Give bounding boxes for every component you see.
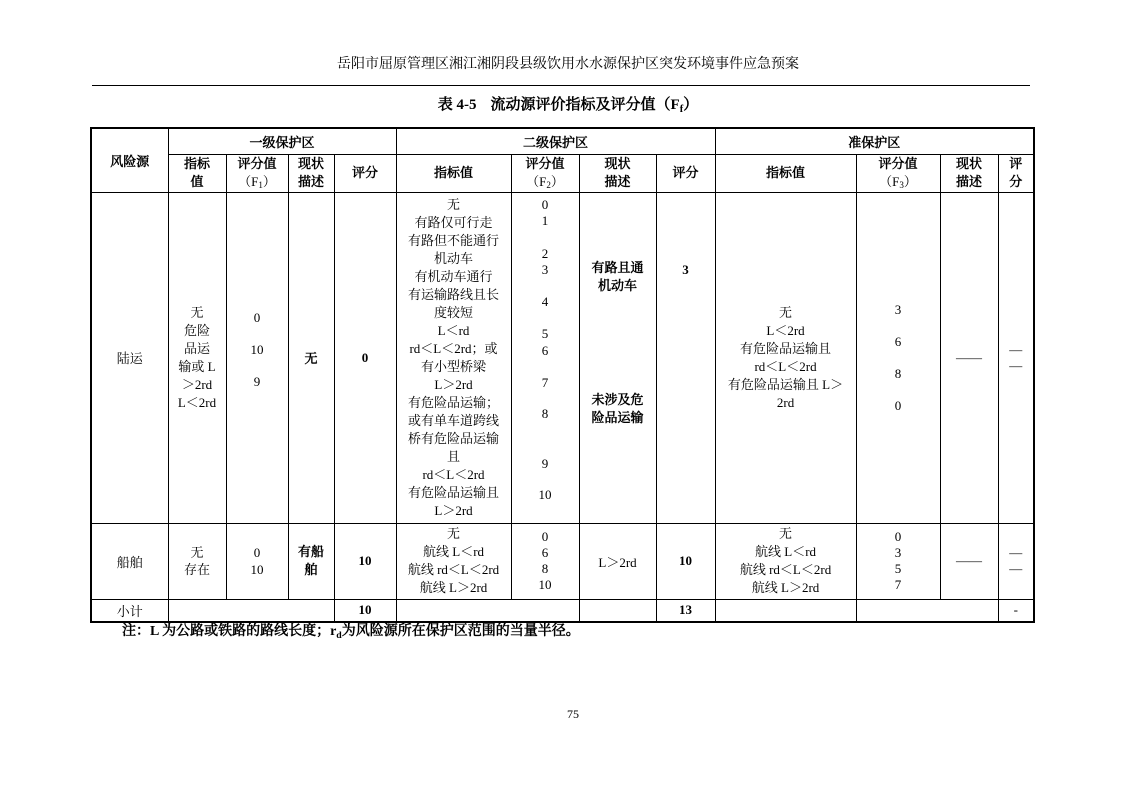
ship-zone3-status: —— xyxy=(940,523,998,599)
score-symbol xyxy=(512,173,579,192)
score-value-line: 0 xyxy=(894,529,902,544)
table-row-ship xyxy=(91,523,1034,599)
zone1-status-header xyxy=(288,154,334,192)
dash-line: — xyxy=(1009,341,1023,357)
ship-zone1-status xyxy=(288,523,334,599)
zone3-indicator-header xyxy=(715,154,856,192)
indicator-line: ＞2rd xyxy=(181,376,213,392)
ship-zone3-indicator xyxy=(715,523,856,599)
header-rule xyxy=(92,85,1030,86)
zone3-header: 准保护区 xyxy=(715,128,1034,154)
symbol-close: ） xyxy=(262,173,276,189)
symbol-close: ） xyxy=(903,173,917,189)
empty-cell xyxy=(396,599,579,622)
indicator-line: rd＜L＜2rd；或 xyxy=(409,340,498,356)
indicator-line: L＞2rd xyxy=(434,376,473,392)
score-value-line: 4 xyxy=(541,293,549,309)
indicator-line: 航线 L＜rd xyxy=(755,544,817,559)
indicator-line: 航线 rd＜L＜2rd xyxy=(739,562,832,577)
indicator-line: 有危险品运输且 xyxy=(740,340,832,356)
ship-zone1-indicator xyxy=(168,523,226,599)
table-title: 流动源评价指标及评分值（F xyxy=(490,97,680,113)
indicator-line: L＜2rd xyxy=(177,394,217,410)
dash-line: — xyxy=(1009,561,1023,576)
score-value-line: 3 xyxy=(894,301,902,317)
land-zone2-score-box xyxy=(657,193,715,523)
score-value-line: 10 xyxy=(538,486,552,502)
land-zone1-status: 无 xyxy=(288,192,334,523)
header-text-line: 指标值 xyxy=(766,165,806,180)
zone2-indicator-header xyxy=(396,154,511,192)
score-value-line: 8 xyxy=(541,561,549,576)
indicator-line: 航线 L＞2rd xyxy=(419,580,488,595)
empty-cell xyxy=(579,599,656,622)
ship-source-cell: 船舶 xyxy=(91,523,168,599)
empty-cell xyxy=(856,599,998,622)
score-value-line: 5 xyxy=(894,561,902,576)
table-row-land xyxy=(91,192,1034,523)
subtotal-zone1-score: 10 xyxy=(334,599,396,622)
header-text-line: 值 xyxy=(190,174,204,189)
indicator-line: 无 xyxy=(447,196,461,212)
symbol-open: （F xyxy=(526,173,547,189)
zone2-status-header xyxy=(579,154,656,192)
score-value-line: 6 xyxy=(541,342,549,358)
score-value-label: 评分值 xyxy=(237,155,277,171)
symbol-subscript: 3 xyxy=(899,180,904,191)
score-value-line: 0 xyxy=(541,196,549,212)
score-value-label: 评分值 xyxy=(878,155,918,171)
title-subscript: f xyxy=(679,104,684,116)
ship-zone3-score xyxy=(998,523,1034,599)
empty-cell xyxy=(715,599,856,622)
ship-zone2-status: L＞2rd xyxy=(579,523,656,599)
indicator-line: 航线 L＞2rd xyxy=(751,580,820,595)
score-value-line: 10 xyxy=(250,562,264,577)
status-line: 机动车 xyxy=(598,277,638,293)
status-line: 险品运输 xyxy=(591,409,644,425)
header-text-line: 现状 xyxy=(604,156,631,171)
header-text-line: 指标 xyxy=(183,156,210,171)
score-value-line: 3 xyxy=(894,545,902,560)
ship-zone1-score: 10 xyxy=(334,523,396,599)
indicator-line: 无 xyxy=(190,545,204,560)
ship-zone3-score-values xyxy=(856,523,940,599)
empty-cell xyxy=(168,599,334,622)
score-value-line: 7 xyxy=(894,577,902,592)
score-value-line: 8 xyxy=(541,405,549,421)
header-text-line: 描述 xyxy=(956,174,983,189)
status-line: 有船 xyxy=(297,544,324,559)
symbol-open: （F xyxy=(879,173,900,189)
land-zone2-score-cell xyxy=(656,192,715,523)
score-value-line: 9 xyxy=(253,374,261,389)
evaluation-table xyxy=(90,127,1035,623)
score-value-line: 0 xyxy=(253,310,261,325)
table-note xyxy=(122,623,580,642)
score-value-line: 1 xyxy=(541,212,549,228)
score-value-line: 0 xyxy=(253,545,261,560)
header-text-line: 评 xyxy=(1009,156,1023,171)
score-value-line: 0 xyxy=(894,397,902,413)
symbol-subscript: 2 xyxy=(546,180,551,191)
score-value-label: 评分值 xyxy=(525,155,565,171)
indicator-line: 航线 L＜rd xyxy=(423,544,485,559)
land-zone1-indicator xyxy=(168,192,226,523)
header-text-line: 评分 xyxy=(672,165,699,180)
land-zone3-status: —— xyxy=(940,192,998,523)
indicator-line: 无 xyxy=(190,304,204,320)
header-text-line: 描述 xyxy=(297,174,324,189)
ship-zone2-score-values xyxy=(511,523,579,599)
score-value-line: 10 xyxy=(538,577,552,592)
note-subscript: d xyxy=(336,629,342,641)
score-symbol xyxy=(857,173,940,192)
zone3-score-header xyxy=(998,154,1034,192)
risk-source-header: 风险源 xyxy=(91,128,168,192)
land-zone2-score-values xyxy=(512,193,579,523)
score-value-line: 6 xyxy=(541,545,549,560)
indicator-line: 有小型桥梁 xyxy=(421,358,487,374)
symbol-subscript: 1 xyxy=(258,180,263,191)
indicator-line: 桥有危险品运输 xyxy=(408,430,500,446)
land-zone2-score-values-cell xyxy=(511,192,579,523)
land-zone2-status xyxy=(580,193,656,523)
status-group-vehicle xyxy=(580,259,656,295)
indicator-line: 有危险品运输； xyxy=(408,394,500,410)
indicator-line: 度较短 xyxy=(434,304,474,320)
land-zone2-indicator xyxy=(396,192,511,523)
header-text-line: 描述 xyxy=(604,174,631,189)
indicator-line: 有运输路线且长 xyxy=(408,286,500,302)
header-text-line: 现状 xyxy=(956,156,983,171)
zone3-status-header xyxy=(940,154,998,192)
note-text-end: 为风险源所在保护区范围的当量半径。 xyxy=(341,624,580,639)
score-value-line: 0 xyxy=(541,529,549,544)
indicator-line: 有路仅可行走 xyxy=(414,214,493,230)
indicator-line: 无 xyxy=(779,526,793,541)
indicator-line: 有危险品运输且 xyxy=(408,484,500,500)
ship-zone2-indicator xyxy=(396,523,511,599)
indicator-line: 且 xyxy=(447,448,461,464)
indicator-line: L＞2rd xyxy=(434,502,473,518)
land-zone1-score-values xyxy=(226,192,288,523)
table-caption xyxy=(98,95,1038,117)
page-number: 75 xyxy=(567,707,579,721)
table-row-subtotal xyxy=(91,599,1034,622)
dash-line: — xyxy=(1009,357,1023,373)
table-number: 表 4-5 xyxy=(437,97,477,113)
land-zone3-score xyxy=(998,192,1034,523)
score-value-line: 5 xyxy=(541,325,549,341)
indicator-line: L＜2rd xyxy=(766,322,805,338)
status-line: 未涉及危 xyxy=(591,391,644,407)
indicator-line: 航线 rd＜L＜2rd xyxy=(407,562,500,577)
zone3-score-value-header xyxy=(856,154,940,192)
ship-zone1-score-values xyxy=(226,523,288,599)
indicator-line: 有机动车通行 xyxy=(414,268,493,284)
indicator-line: 有危险品运输且 L＞ xyxy=(727,376,844,392)
indicator-line: 有路但不能通行 xyxy=(408,232,500,248)
land-zone2-score: 3 xyxy=(682,261,689,277)
score-value-line: 10 xyxy=(250,342,264,357)
indicator-line: 机动车 xyxy=(434,250,474,266)
land-zone3-score-values xyxy=(856,192,940,523)
score-value-line: 9 xyxy=(541,455,549,471)
land-zone2-status-cell xyxy=(579,192,656,523)
zone1-score-header xyxy=(334,154,396,192)
score-value-line: 6 xyxy=(894,333,902,349)
zone1-indicator-header xyxy=(168,154,226,192)
status-line: 有路且通 xyxy=(591,259,644,275)
score-value-line: 3 xyxy=(541,261,549,277)
zone2-header: 二级保护区 xyxy=(396,128,715,154)
score-value-line: 8 xyxy=(894,365,902,381)
header-text-line: 现状 xyxy=(297,156,324,171)
running-header: 岳阳市屈原管理区湘江湘阴段县级饮用水水源保护区突发环境事件应急预案 xyxy=(337,57,799,72)
indicator-line: L＜rd xyxy=(437,322,470,338)
zone1-header: 一级保护区 xyxy=(168,128,396,154)
land-zone1-score: 0 xyxy=(334,192,396,523)
subtotal-zone3-score: - xyxy=(998,599,1034,622)
indicator-line: rd＜L＜2rd xyxy=(754,358,817,374)
zone2-score-value-header xyxy=(511,154,579,192)
dash-line: — xyxy=(1009,545,1023,560)
note-text: 注：L 为公路或铁路的路线长度；r xyxy=(122,624,337,639)
title-close: ） xyxy=(683,97,699,113)
score-symbol xyxy=(227,173,288,192)
subtotal-zone2-score: 13 xyxy=(656,599,715,622)
score-value-line: 2 xyxy=(541,245,549,261)
header-text-line: 指标值 xyxy=(434,165,474,180)
indicator-line: 存在 xyxy=(183,562,210,577)
indicator-line: 或有单车道跨线 xyxy=(408,412,500,428)
symbol-open: （F xyxy=(238,173,259,189)
zone2-score-header xyxy=(656,154,715,192)
land-source-cell: 陆运 xyxy=(91,192,168,523)
indicator-line: 输或 L xyxy=(178,358,216,374)
header-text-line: 分 xyxy=(1009,174,1023,189)
ship-zone2-score: 10 xyxy=(656,523,715,599)
status-line: 舶 xyxy=(304,562,318,577)
indicator-line: 危险 xyxy=(183,322,210,338)
subtotal-label: 小计 xyxy=(91,599,168,622)
status-group-hazmat xyxy=(580,391,656,427)
indicator-line: 无 xyxy=(779,304,793,320)
indicator-line: rd＜L＜2rd xyxy=(422,466,485,482)
indicator-line: 无 xyxy=(447,526,461,541)
header-text-line: 评分 xyxy=(352,165,379,180)
score-value-line: 7 xyxy=(541,374,549,390)
symbol-close: ） xyxy=(550,173,564,189)
indicator-line: 品运 xyxy=(183,340,210,356)
zone1-score-value-header xyxy=(226,154,288,192)
land-zone3-indicator xyxy=(715,192,856,523)
indicator-line: 2rd xyxy=(776,394,795,410)
